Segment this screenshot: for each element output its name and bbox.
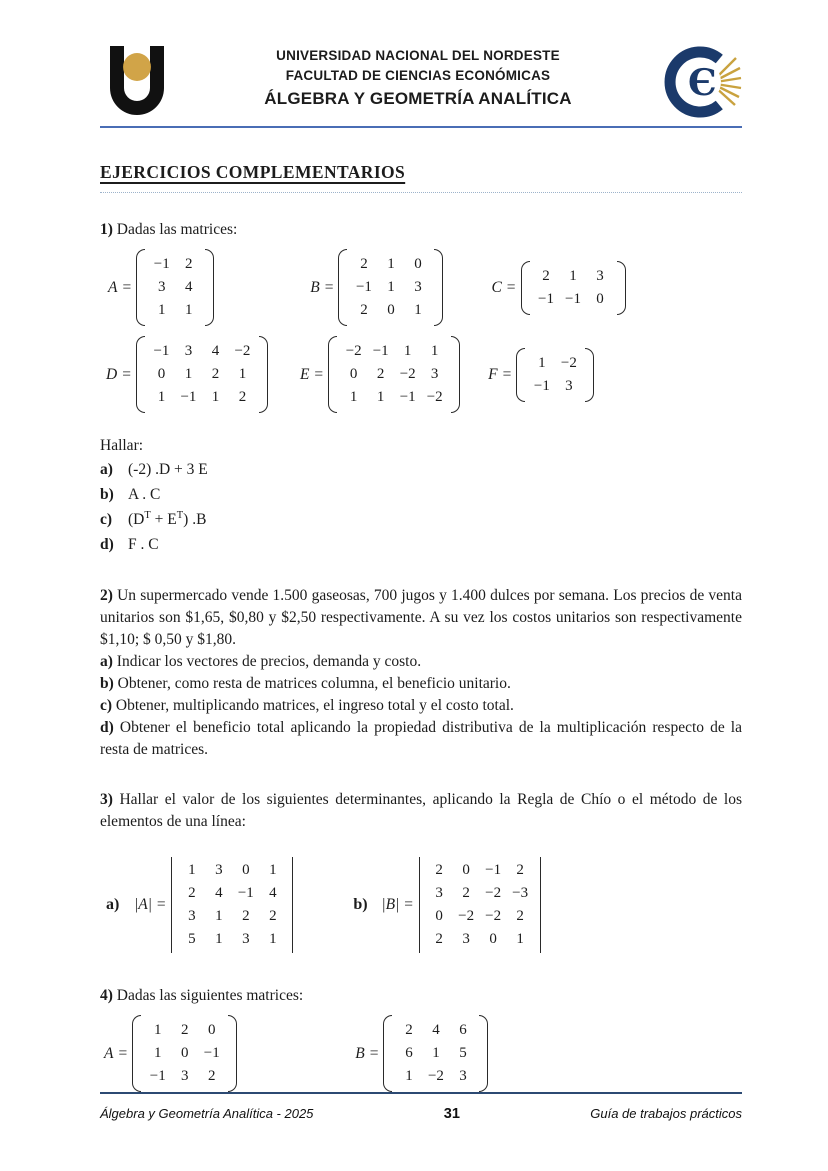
section-title-rule <box>100 162 742 193</box>
matrix-cell: −2 <box>458 908 475 924</box>
header-divider <box>100 126 742 128</box>
matrix-A <box>108 249 214 326</box>
matrix-cell: 3 <box>242 931 250 947</box>
matrix-cell: 1 <box>569 267 577 284</box>
matrix-cell: 6 <box>459 1022 467 1038</box>
determinant-A-values <box>171 857 293 953</box>
exercise-4-number: 4) <box>100 987 113 1004</box>
matrix-cell: 2 <box>184 256 193 272</box>
right-paren <box>259 336 268 413</box>
matrix-D <box>106 336 268 413</box>
matrix-C-label: C <box>491 278 502 296</box>
matrix-cell: 1 <box>153 1022 162 1038</box>
matrix-C-values <box>530 261 617 315</box>
matrix-cell: 2 <box>211 366 220 382</box>
exercise-3-number: 3) <box>100 791 113 808</box>
matrix-cell: −1 <box>203 1045 220 1061</box>
task-b-text: A . C <box>128 486 161 503</box>
matrix-cell: 3 <box>430 366 439 382</box>
matrices-row-2 <box>100 336 742 413</box>
matrix-cell: 4 <box>215 885 223 901</box>
matrix-cell: −1 <box>533 377 550 394</box>
task-a-label: a) <box>100 461 113 478</box>
page-footer <box>100 1092 742 1122</box>
task-d: d) Obtener el beneficio total aplicando la propiedad distributiva de la multiplicación respecto de la resta de matrices. <box>100 719 742 758</box>
matrix-B4 <box>355 1015 488 1092</box>
task-d <box>100 532 742 557</box>
matrix-cell: 1 <box>376 389 385 405</box>
footer-course: Álgebra y Geometría Analítica - 2025 <box>100 1106 314 1121</box>
task-b <box>100 482 742 507</box>
matrix-cell: 2 <box>405 1022 413 1038</box>
matrix-F <box>488 348 594 402</box>
matrix-cell: 0 <box>435 908 443 924</box>
matrix-cell: 2 <box>242 908 250 924</box>
task-c-label: c) <box>100 511 113 528</box>
matrix-B4-label: B <box>355 1044 365 1062</box>
exercise-2-tasks <box>100 651 742 761</box>
matrix-cell: 0 <box>349 366 358 382</box>
matrix-A-values <box>145 249 205 326</box>
matrix-cell: 3 <box>596 267 604 284</box>
matrix-cell: −1 <box>153 256 170 272</box>
matrix-row <box>528 352 582 375</box>
matrix-cell: 1 <box>184 366 193 382</box>
equals-sign: = <box>502 365 512 383</box>
svg-text:Є: Є <box>688 62 717 104</box>
matrix-E-label: E <box>299 365 310 383</box>
section-title: EJERCICIOS COMPLEMENTARIOS <box>100 162 406 182</box>
determinant-A <box>106 857 293 953</box>
exercise-1-intro <box>100 219 742 241</box>
determinant-B-values <box>419 857 541 953</box>
matrix-cell: 0 <box>157 366 166 382</box>
matrix-cell: −2 <box>427 1068 444 1084</box>
matrix-cell: 1 <box>215 931 223 947</box>
matrix-cell: −1 <box>355 279 372 295</box>
task-a <box>100 457 742 482</box>
matrix-cell: 1 <box>414 302 422 318</box>
matrix-cell: 1 <box>238 366 247 382</box>
matrix-row <box>426 859 534 882</box>
matrix-row <box>533 265 614 288</box>
faculty-name: FACULTAD DE CIENCIAS ECONÓMICAS <box>285 68 551 83</box>
matrix-row <box>350 299 431 322</box>
matrix-row <box>350 253 431 276</box>
matrix-D-values <box>145 336 259 413</box>
hallar-label: Hallar: <box>100 437 144 454</box>
matrix-cell: 4 <box>184 279 193 295</box>
matrix-cell: 5 <box>188 931 196 947</box>
right-paren <box>451 336 460 413</box>
matrix-C <box>491 261 625 315</box>
determinants-row <box>100 857 742 953</box>
matrix-row <box>148 340 256 363</box>
left-paren <box>132 1015 141 1092</box>
matrix-cell: 3 <box>459 1068 467 1084</box>
task-c-text: $(D^T + E^T)$ .B <box>128 509 207 528</box>
determinant-B-label: b) <box>353 896 368 913</box>
matrix-cell: 1 <box>269 931 277 947</box>
matrix-cell: 3 <box>414 279 422 295</box>
matrix-cell: 4 <box>269 885 277 901</box>
matrix-E-values <box>337 336 451 413</box>
matrix-A4 <box>104 1015 237 1092</box>
matrix-cell: 3 <box>184 343 193 359</box>
matrix-B-label: B <box>310 278 320 296</box>
matrix-cell: −1 <box>180 389 197 405</box>
matrix-cell: 2 <box>542 267 550 284</box>
matrix-cell: 2 <box>462 885 470 901</box>
page-number: 31 <box>443 1106 460 1122</box>
matrix-cell: 1 <box>188 862 196 878</box>
right-paren <box>434 249 443 326</box>
matrix-cell: 2 <box>376 366 385 382</box>
matrix-cell: −2 <box>234 343 251 359</box>
page-header <box>100 42 742 122</box>
matrix-cell: 1 <box>403 343 412 359</box>
matrix-row <box>395 1042 476 1065</box>
matrix-cell: 2 <box>269 908 277 924</box>
matrix-row <box>350 276 431 299</box>
matrix-cell: −1 <box>565 290 582 307</box>
equals-sign: = <box>369 1044 379 1062</box>
matrix-cell: 0 <box>596 290 604 307</box>
matrix-cell: 1 <box>269 862 277 878</box>
task-c <box>100 507 742 532</box>
matrix-cell: 0 <box>207 1022 216 1038</box>
exercise-1-text: Dadas las matrices: <box>116 221 238 238</box>
matrix-cell: −1 <box>149 1068 166 1084</box>
matrix-row <box>426 905 534 928</box>
matrix-cell: 3 <box>188 908 196 924</box>
course-name: ÁLGEBRA Y GEOMETRÍA ANALÍTICA <box>264 89 572 108</box>
matrix-F-label: F <box>488 365 498 383</box>
matrix-cell: 1 <box>157 302 166 318</box>
header-titles <box>174 42 662 111</box>
matrix-cell: 1 <box>387 256 395 272</box>
determinant-A-lhs: |A| = <box>134 896 167 913</box>
exercise-2-text: Un supermercado vende 1.500 gaseosas, 700 jugos y 1.400 dulces por semana. Los precios de venta unitarios son $1,65, $0,80 y $2,50 respectivamente. A su vez los costos unitarios son respectivamente $1,10; $ 0,50 y $1,80. <box>100 587 742 648</box>
matrix-row <box>148 253 202 276</box>
left-paren <box>338 249 347 326</box>
matrix-cell: 0 <box>242 862 250 878</box>
matrix-cell: 1 <box>516 931 524 947</box>
matrix-cell: 1 <box>157 389 166 405</box>
left-paren <box>136 249 145 326</box>
matrix-row <box>426 928 534 951</box>
exercise-4-intro <box>100 985 742 1007</box>
matrix-row <box>178 928 286 951</box>
matrix-cell: 0 <box>462 862 470 878</box>
matrix-cell: −2 <box>426 389 443 405</box>
university-name: UNIVERSIDAD NACIONAL DEL NORDESTE <box>276 48 560 63</box>
matrix-cell: −3 <box>512 885 529 901</box>
matrix-cell: 4 <box>211 343 220 359</box>
matrix-row <box>148 363 256 386</box>
right-paren <box>585 348 594 402</box>
task-c: c) Obtener, multiplicando matrices, el ingreso total y el costo total. <box>100 697 514 714</box>
matrix-cell: −1 <box>153 343 170 359</box>
equals-sign: = <box>506 278 516 296</box>
matrix-row <box>148 276 202 299</box>
right-paren <box>479 1015 488 1092</box>
matrix-cell: 2 <box>188 885 196 901</box>
matrix-cell: 0 <box>414 256 422 272</box>
matrix-row <box>144 1019 225 1042</box>
matrix-row <box>528 375 582 398</box>
matrix-cell: −2 <box>399 366 416 382</box>
task-d-text: F . C <box>128 536 159 553</box>
matrix-E <box>300 336 460 413</box>
task-a: a) Indicar los vectores de precios, demanda y costo. <box>100 653 422 670</box>
matrix-D-label: D <box>106 365 118 383</box>
task-b: b) Obtener, como resta de matrices columna, el beneficio unitario. <box>100 675 511 692</box>
right-paren <box>205 249 214 326</box>
transpose-superscript: T <box>144 509 151 521</box>
equals-sign: = <box>314 365 324 383</box>
matrix-cell: −1 <box>485 862 502 878</box>
matrix-cell: 1 <box>432 1045 440 1061</box>
matrix-row <box>395 1065 476 1088</box>
exercise-2-intro <box>100 585 742 651</box>
matrix-cell: −2 <box>560 354 577 371</box>
matrix-cell: 3 <box>565 377 573 394</box>
matrix-cell: 0 <box>387 302 395 318</box>
matrix-cell: 3 <box>157 279 166 295</box>
matrix-F-values <box>525 348 585 402</box>
matrix-cell: −1 <box>372 343 389 359</box>
matrix-cell: −1 <box>399 389 416 405</box>
matrix-cell: −1 <box>538 290 555 307</box>
matrix-cell: 1 <box>153 1045 162 1061</box>
transpose-superscript: T <box>176 509 184 521</box>
matrix-cell: 1 <box>405 1068 413 1084</box>
matrix-cell: 3 <box>462 931 470 947</box>
matrix-cell: 2 <box>238 389 247 405</box>
matrix-cell: 3 <box>180 1068 189 1084</box>
exercise-2-number: 2) <box>100 587 113 604</box>
matrix-cell: 1 <box>211 389 220 405</box>
exercise-1-number: 1) <box>100 221 113 238</box>
matrix-row <box>340 340 448 363</box>
matrix-cell: 1 <box>538 354 546 371</box>
matrix-row <box>178 859 286 882</box>
matrix-B <box>310 249 443 326</box>
matrix-cell: 1 <box>184 302 193 318</box>
right-paren <box>617 261 626 315</box>
matrix-cell: 1 <box>215 908 223 924</box>
left-paren <box>328 336 337 413</box>
matrix-row <box>340 386 448 409</box>
matrix-row <box>148 386 256 409</box>
exercise-3-intro <box>100 789 742 833</box>
matrix-row <box>178 905 286 928</box>
footer-divider <box>100 1092 742 1094</box>
task-b-label: b) <box>100 486 114 503</box>
determinant-B <box>353 857 540 953</box>
matrices-row-1 <box>100 249 742 326</box>
left-paren <box>383 1015 392 1092</box>
task-a-text: (-2) .D + 3 E <box>128 461 208 478</box>
matrix-cell: 2 <box>435 862 443 878</box>
matrix-A-label: A <box>108 278 118 296</box>
matrix-cell: 5 <box>459 1045 467 1061</box>
matrix-cell: 3 <box>435 885 443 901</box>
matrix-B-values <box>347 249 434 326</box>
equals-sign: = <box>324 278 334 296</box>
matrix-row <box>533 288 614 311</box>
matrix-cell: 6 <box>405 1045 413 1061</box>
left-paren <box>516 348 525 402</box>
equals-sign: = <box>122 365 131 383</box>
equals-sign: = <box>122 278 132 296</box>
left-paren <box>521 261 530 315</box>
matrix-cell: 2 <box>360 256 368 272</box>
matrix-row <box>426 882 534 905</box>
exercise-4-text: Dadas las siguientes matrices: <box>116 987 304 1004</box>
matrix-cell: −2 <box>485 885 502 901</box>
determinant-B-lhs: |B| = <box>381 896 414 913</box>
matrix-cell: 2 <box>516 862 524 878</box>
task-d-label: d) <box>100 536 114 553</box>
faculty-logo-icon <box>662 42 742 122</box>
exercise-3-text: Hallar el valor de los siguientes determinantes, aplicando la Regla de Chío o el método de los elementos de una línea: <box>100 791 743 830</box>
matrix-cell: 1 <box>387 279 395 295</box>
matrix-row <box>395 1019 476 1042</box>
matrix-cell: 2 <box>207 1068 216 1084</box>
matrix-A4-label: A <box>104 1044 114 1062</box>
matrix-B4-values <box>392 1015 479 1092</box>
matrix-cell: −1 <box>237 885 254 901</box>
matrix-cell: 0 <box>180 1045 189 1061</box>
exercise-4-matrices <box>100 1015 742 1092</box>
matrix-row <box>144 1042 225 1065</box>
matrix-row <box>178 882 286 905</box>
matrix-row <box>340 363 448 386</box>
exercise-1-tasks <box>100 435 742 557</box>
matrix-cell: −2 <box>485 908 502 924</box>
matrix-cell: 3 <box>215 862 223 878</box>
matrix-cell: 2 <box>180 1022 189 1038</box>
matrix-cell: 2 <box>360 302 368 318</box>
matrix-row <box>148 299 202 322</box>
matrix-cell: −2 <box>345 343 362 359</box>
matrix-cell: 2 <box>516 908 524 924</box>
matrix-A4-values <box>141 1015 228 1092</box>
matrix-cell: 4 <box>432 1022 440 1038</box>
right-paren <box>228 1015 237 1092</box>
matrix-cell: 1 <box>349 389 358 405</box>
matrix-cell: 2 <box>435 931 443 947</box>
university-logo-icon <box>100 42 174 122</box>
matrix-row <box>144 1065 225 1088</box>
left-paren <box>136 336 145 413</box>
determinant-A-label: a) <box>106 896 120 913</box>
footer-guide: Guía de trabajos prácticos <box>590 1106 742 1121</box>
matrix-cell: 1 <box>430 343 439 359</box>
matrix-cell: 0 <box>489 931 497 947</box>
equals-sign: = <box>118 1044 128 1062</box>
